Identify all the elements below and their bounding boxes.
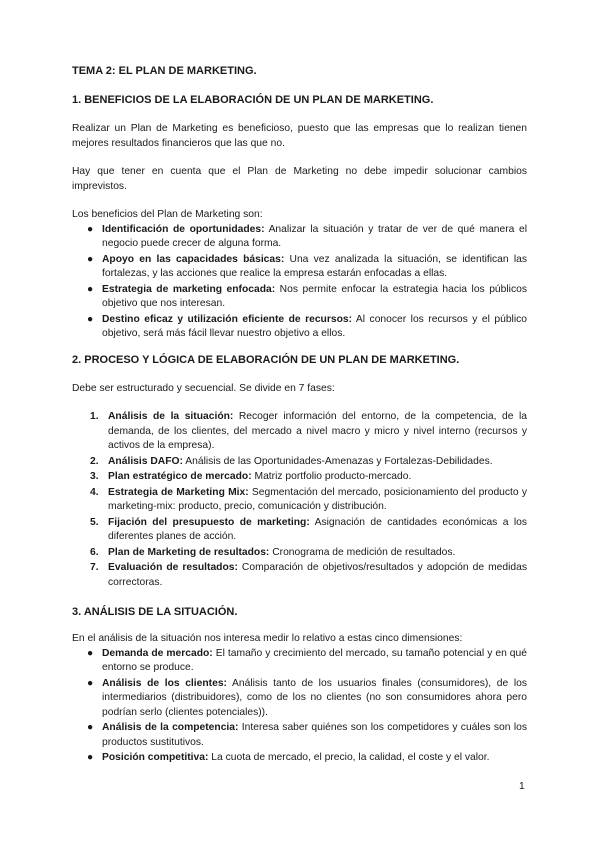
bullet-icon: ● — [87, 722, 94, 733]
item-term: Evaluación de resultados: — [108, 562, 238, 573]
list-item — [72, 677, 527, 721]
item-text: Matriz portfolio producto-mercado. — [251, 471, 412, 482]
list-item — [72, 410, 527, 454]
section-1-paragraph-1: Realizar un Plan de Marketing es beneficioso, puesto que las empresas que lo realizan tienen mejores resultados financieros que las que no. — [72, 123, 527, 149]
dimensions-list — [72, 647, 527, 766]
item-text: Cronograma de medición de resultados. — [269, 546, 456, 558]
section-3-intro: En el análisis de la situación nos interesa medir lo relativo a estas cinco dimensiones: — [72, 633, 463, 644]
list-item — [72, 313, 527, 342]
item-number: 6. — [90, 546, 99, 558]
item-term: Estrategia de marketing enfocada: — [102, 283, 276, 295]
bullet-icon: ● — [87, 283, 94, 295]
list-item — [72, 751, 527, 766]
bullet-icon: ● — [87, 647, 94, 659]
item-text: Asignación de cantidades económicas a los diferentes planes de acción. — [108, 516, 527, 542]
item-text: Nos permite enfocar la estrategia hacia los públicos objetivo que nos interesan. — [102, 283, 527, 309]
page-number: 1 — [519, 781, 525, 792]
section-2-intro: Debe ser estructurado y secuencial. Se divide en 7 fases: — [72, 382, 335, 394]
item-term: Identificación de oportunidades: — [102, 223, 265, 235]
bullet-icon: ● — [87, 752, 94, 763]
item-term: Demanda de mercado: — [102, 647, 213, 659]
item-text: La cuota de mercado, el precio, la calidad, el coste y el valor. — [208, 752, 490, 763]
list-item — [72, 283, 527, 312]
item-text: El tamaño y crecimiento del mercado, su tamaño potencial y en qué entorno se produce. — [102, 647, 527, 673]
item-term: Plan estratégico de mercado: — [108, 471, 252, 482]
bullet-icon: ● — [87, 223, 94, 235]
list-item — [72, 253, 527, 282]
benefits-list — [72, 223, 527, 342]
bullet-icon: ● — [87, 677, 94, 689]
item-text: Analizar la situación y tratar de ver de qué manera el negocio puede crecer de alguna forma. — [102, 223, 527, 249]
item-text: Una vez analizada la situación, se identifican las fortalezas, y las acciones que realice la empresa estarán enfocadas a ellas. — [102, 253, 527, 279]
section-3-heading: 3. ANÁLISIS DE LA SITUACIÓN. — [72, 606, 238, 618]
phases-list — [72, 410, 527, 590]
list-item — [72, 455, 527, 470]
section-2-heading: 2. PROCESO Y LÓGICA DE ELABORACIÓN DE UN PLAN DE MARKETING. — [72, 353, 460, 366]
item-text: Comparación de objetivos/resultados y adopción de medidas correctoras. — [108, 562, 527, 588]
bullet-icon: ● — [87, 313, 94, 325]
section-1-heading: 1. BENEFICIOS DE LA ELABORACIÓN DE UN PLAN DE MARKETING. — [72, 94, 434, 106]
item-term: Posición competitiva: — [102, 752, 209, 763]
item-term: Estrategia de Marketing Mix: — [108, 486, 249, 498]
item-term: Plan de Marketing de resultados: — [108, 546, 270, 558]
item-term: Análisis DAFO: — [108, 455, 183, 467]
list-item — [72, 486, 527, 515]
item-number: 4. — [90, 486, 99, 498]
item-number: 2. — [90, 455, 99, 467]
section-1-paragraph-2: Hay que tener en cuenta que el Plan de Marketing no debe impedir solucionar cambios imprevistos. — [72, 166, 527, 192]
item-text: Análisis tanto de los usuarios finales (consumidores), de los intermediarios (distribuidores), como de los no clientes (no son consumidores ahora pero podrían serlo (clientes potenciales)). — [102, 677, 527, 718]
list-item — [72, 721, 527, 750]
item-text: Análisis de las Oportunidades-Amenazas y Fortalezas-Debilidades. — [182, 455, 493, 467]
item-term: Análisis de la situación: — [108, 411, 234, 422]
list-item — [72, 516, 527, 545]
list-item — [72, 223, 527, 252]
list-item — [72, 561, 527, 590]
item-text: Al conocer los recursos y el público objetivo, será más fácil llevar nuestro objetivo a ellos. — [102, 313, 527, 339]
document-page — [72, 64, 527, 767]
item-term: Fijación del presupuesto de marketing: — [108, 516, 310, 528]
item-text: Interesa saber quiénes son los competidores y cuáles son los productos sustitutivos. — [102, 722, 527, 748]
list-item — [72, 546, 527, 561]
item-text: Recoger información del entorno, de la competencia, de la demanda, de los clientes, del mercado a nivel macro y micro y nivel interno (recursos y activos de la empresa). — [108, 411, 527, 451]
list-item — [72, 470, 527, 485]
item-number: 1. — [90, 411, 99, 422]
list-item — [72, 647, 527, 676]
bullet-icon: ● — [87, 253, 94, 265]
item-term: Análisis de la competencia: — [102, 722, 239, 733]
item-text: Segmentación del mercado, posicionamiento del producto y marketing-mix: producto, precio, comunicación y distribución. — [108, 486, 528, 512]
item-term: Análisis de los clientes: — [102, 677, 227, 689]
item-number: 5. — [90, 516, 99, 528]
section-1-intro: Los beneficios del Plan de Marketing son: — [72, 209, 263, 220]
document-title: TEMA 2: EL PLAN DE MARKETING. — [72, 65, 257, 77]
item-number: 7. — [90, 562, 99, 573]
item-term: Apoyo en las capacidades básicas: — [102, 253, 285, 265]
item-term: Destino eficaz y utilización eficiente de recursos: — [102, 313, 353, 325]
item-number: 3. — [90, 471, 99, 482]
